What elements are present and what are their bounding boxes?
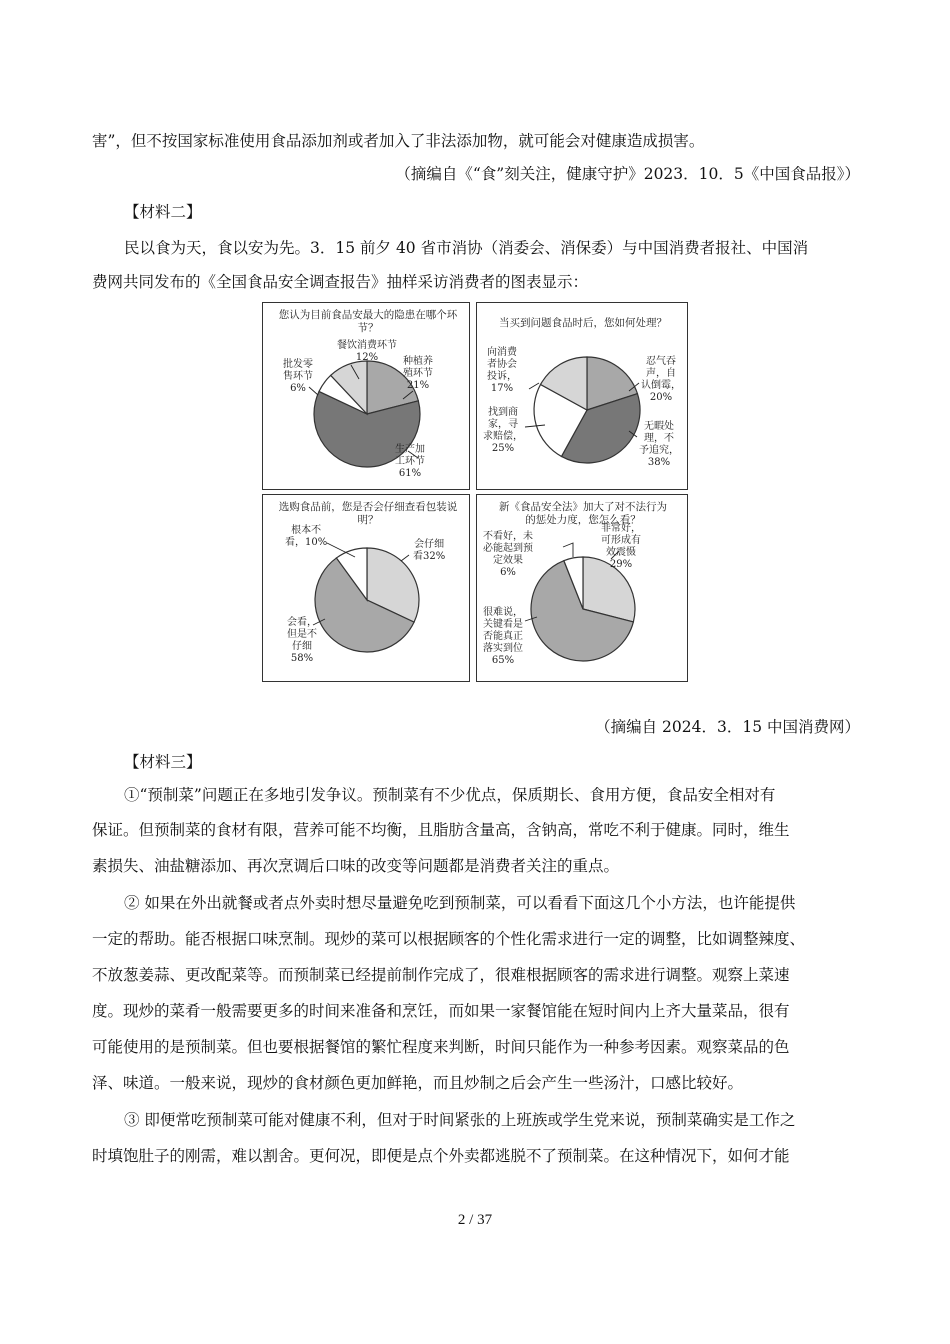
- slice-label: 忍气吞 声，自 认倒霉， 20%: [641, 356, 681, 403]
- leader-line: [563, 543, 573, 557]
- text-line: ② 如果在外出就餐或者点外卖时想尽量避免吃到预制菜，可以看看下面这几个小方法，也许能提供: [124, 894, 796, 912]
- slice-label: 会看， 但是不 仔细 58%: [287, 617, 317, 664]
- text-line: 泽、味道。一般来说，现炒的食材颜色更加鲜艳，而且炒制之后会产生一些汤汁，口感比较好。: [92, 1074, 744, 1092]
- leader-line: [529, 383, 539, 389]
- slice-label: 批发零 售环节 6%: [283, 359, 313, 394]
- text-line: 时填饱肚子的刚需，难以割舍。更何况，即便是点个外卖都逃脱不了预制菜。在这种情况下，如何才能: [92, 1147, 790, 1165]
- chart-panel: [476, 302, 688, 490]
- text-line: 费网共同发布的《全国食品安全调查报告》抽样采访消费者的图表显示：: [92, 273, 589, 291]
- slice-label: 向消费 者协会 投诉， 17%: [487, 347, 517, 394]
- chart-panel: [262, 302, 470, 490]
- chart-title: 您认为目前食品安最大的隐患在哪个环节？: [278, 309, 458, 334]
- text-line: 素损失、油盐糖添加、再次烹调后口味的改变等问题都是消费者关注的重点。: [92, 857, 620, 875]
- text-line: 不放葱姜蒜、更改配菜等。而预制菜已经提前制作完成了，很难根据顾客的需求进行调整。观察上菜速: [92, 966, 790, 984]
- slice-label: 生产加 工环节 61%: [395, 444, 425, 479]
- material-heading: 【材料三】: [124, 753, 202, 771]
- text-line: 可能使用的是预制菜。但也要根据餐馆的繁忙程度来判断，时间只能作为一种参考因素。观察菜品的色: [92, 1038, 790, 1056]
- text-line: ③ 即便常吃预制菜可能对健康不利，但对于时间紧张的上班族或学生党来说，预制菜确实是工作之: [124, 1111, 796, 1129]
- slice-label: 非常好， 可形成有 效震慑 29%: [601, 523, 641, 570]
- slice-label: 种植养 殖环节 21%: [403, 356, 433, 391]
- text-line: 度。现炒的菜肴一般需要更多的时间来准备和烹饪，而如果一家餐馆能在短时间内上齐大量菜品，很有: [92, 1002, 790, 1020]
- chart-title: 新《食品安全法》加大了对不法行为的惩处力度，您怎么看？: [499, 501, 667, 526]
- source-citation: （摘编自 2024．3．15 中国消费网）: [595, 718, 860, 736]
- text-line: 民以食为天，食以安为先。3．15 前夕 40 省市消协（消委会、消保委）与中国消费者报社、中国消: [124, 239, 809, 257]
- slice-label: 根本不 看，10%: [285, 525, 328, 548]
- slice-label: 找到商 家，寻 求赔偿， 25%: [483, 407, 523, 454]
- page-number: 2 / 37: [457, 1212, 493, 1228]
- slice-label: 餐饮消费环节 12%: [337, 340, 397, 363]
- chart-panel: [262, 494, 470, 682]
- leader-line: [401, 555, 409, 561]
- chart-panel: [476, 494, 688, 682]
- text-line: 保证。但预制菜的食材有限，营养可能不均衡，且脂肪含量高，含钠高，常吃不利于健康。同时，维生: [92, 821, 790, 839]
- slice-label: 无暇处 理，不 予追究， 38%: [639, 421, 679, 468]
- source-citation: （摘编自《“食”刻关注，健康守护》2023．10．5《中国食品报》）: [395, 165, 860, 183]
- text-line: 一定的帮助。能否根据口味烹制。现炒的菜可以根据顾客的个性化需求进行一定的调整，比如调整辣度、: [92, 930, 806, 948]
- slice-label: 不看好，未 必能起到预 定效果 6%: [483, 531, 533, 578]
- chart-title: 当买到问题食品时后，您如何处理？: [499, 317, 667, 329]
- material-heading: 【材料二】: [124, 203, 202, 221]
- text-line: ①“预制菜”问题正在多地引发争议。预制菜有不少优点，保质期长、食用方便，食品安全相对有: [124, 786, 776, 804]
- slice-label: 很难说， 关键看是 否能真正 落实到位 65%: [483, 607, 523, 666]
- slice-label: 会仔细 看32%: [413, 539, 446, 562]
- chart-title: 选购食品前，您是否会仔细查看包装说明？: [278, 501, 458, 526]
- text-line: 害”，但不按国家标准使用食品添加剂或者加入了非法添加物，就可能会对健康造成损害。: [92, 132, 705, 150]
- survey-figure: [262, 302, 688, 682]
